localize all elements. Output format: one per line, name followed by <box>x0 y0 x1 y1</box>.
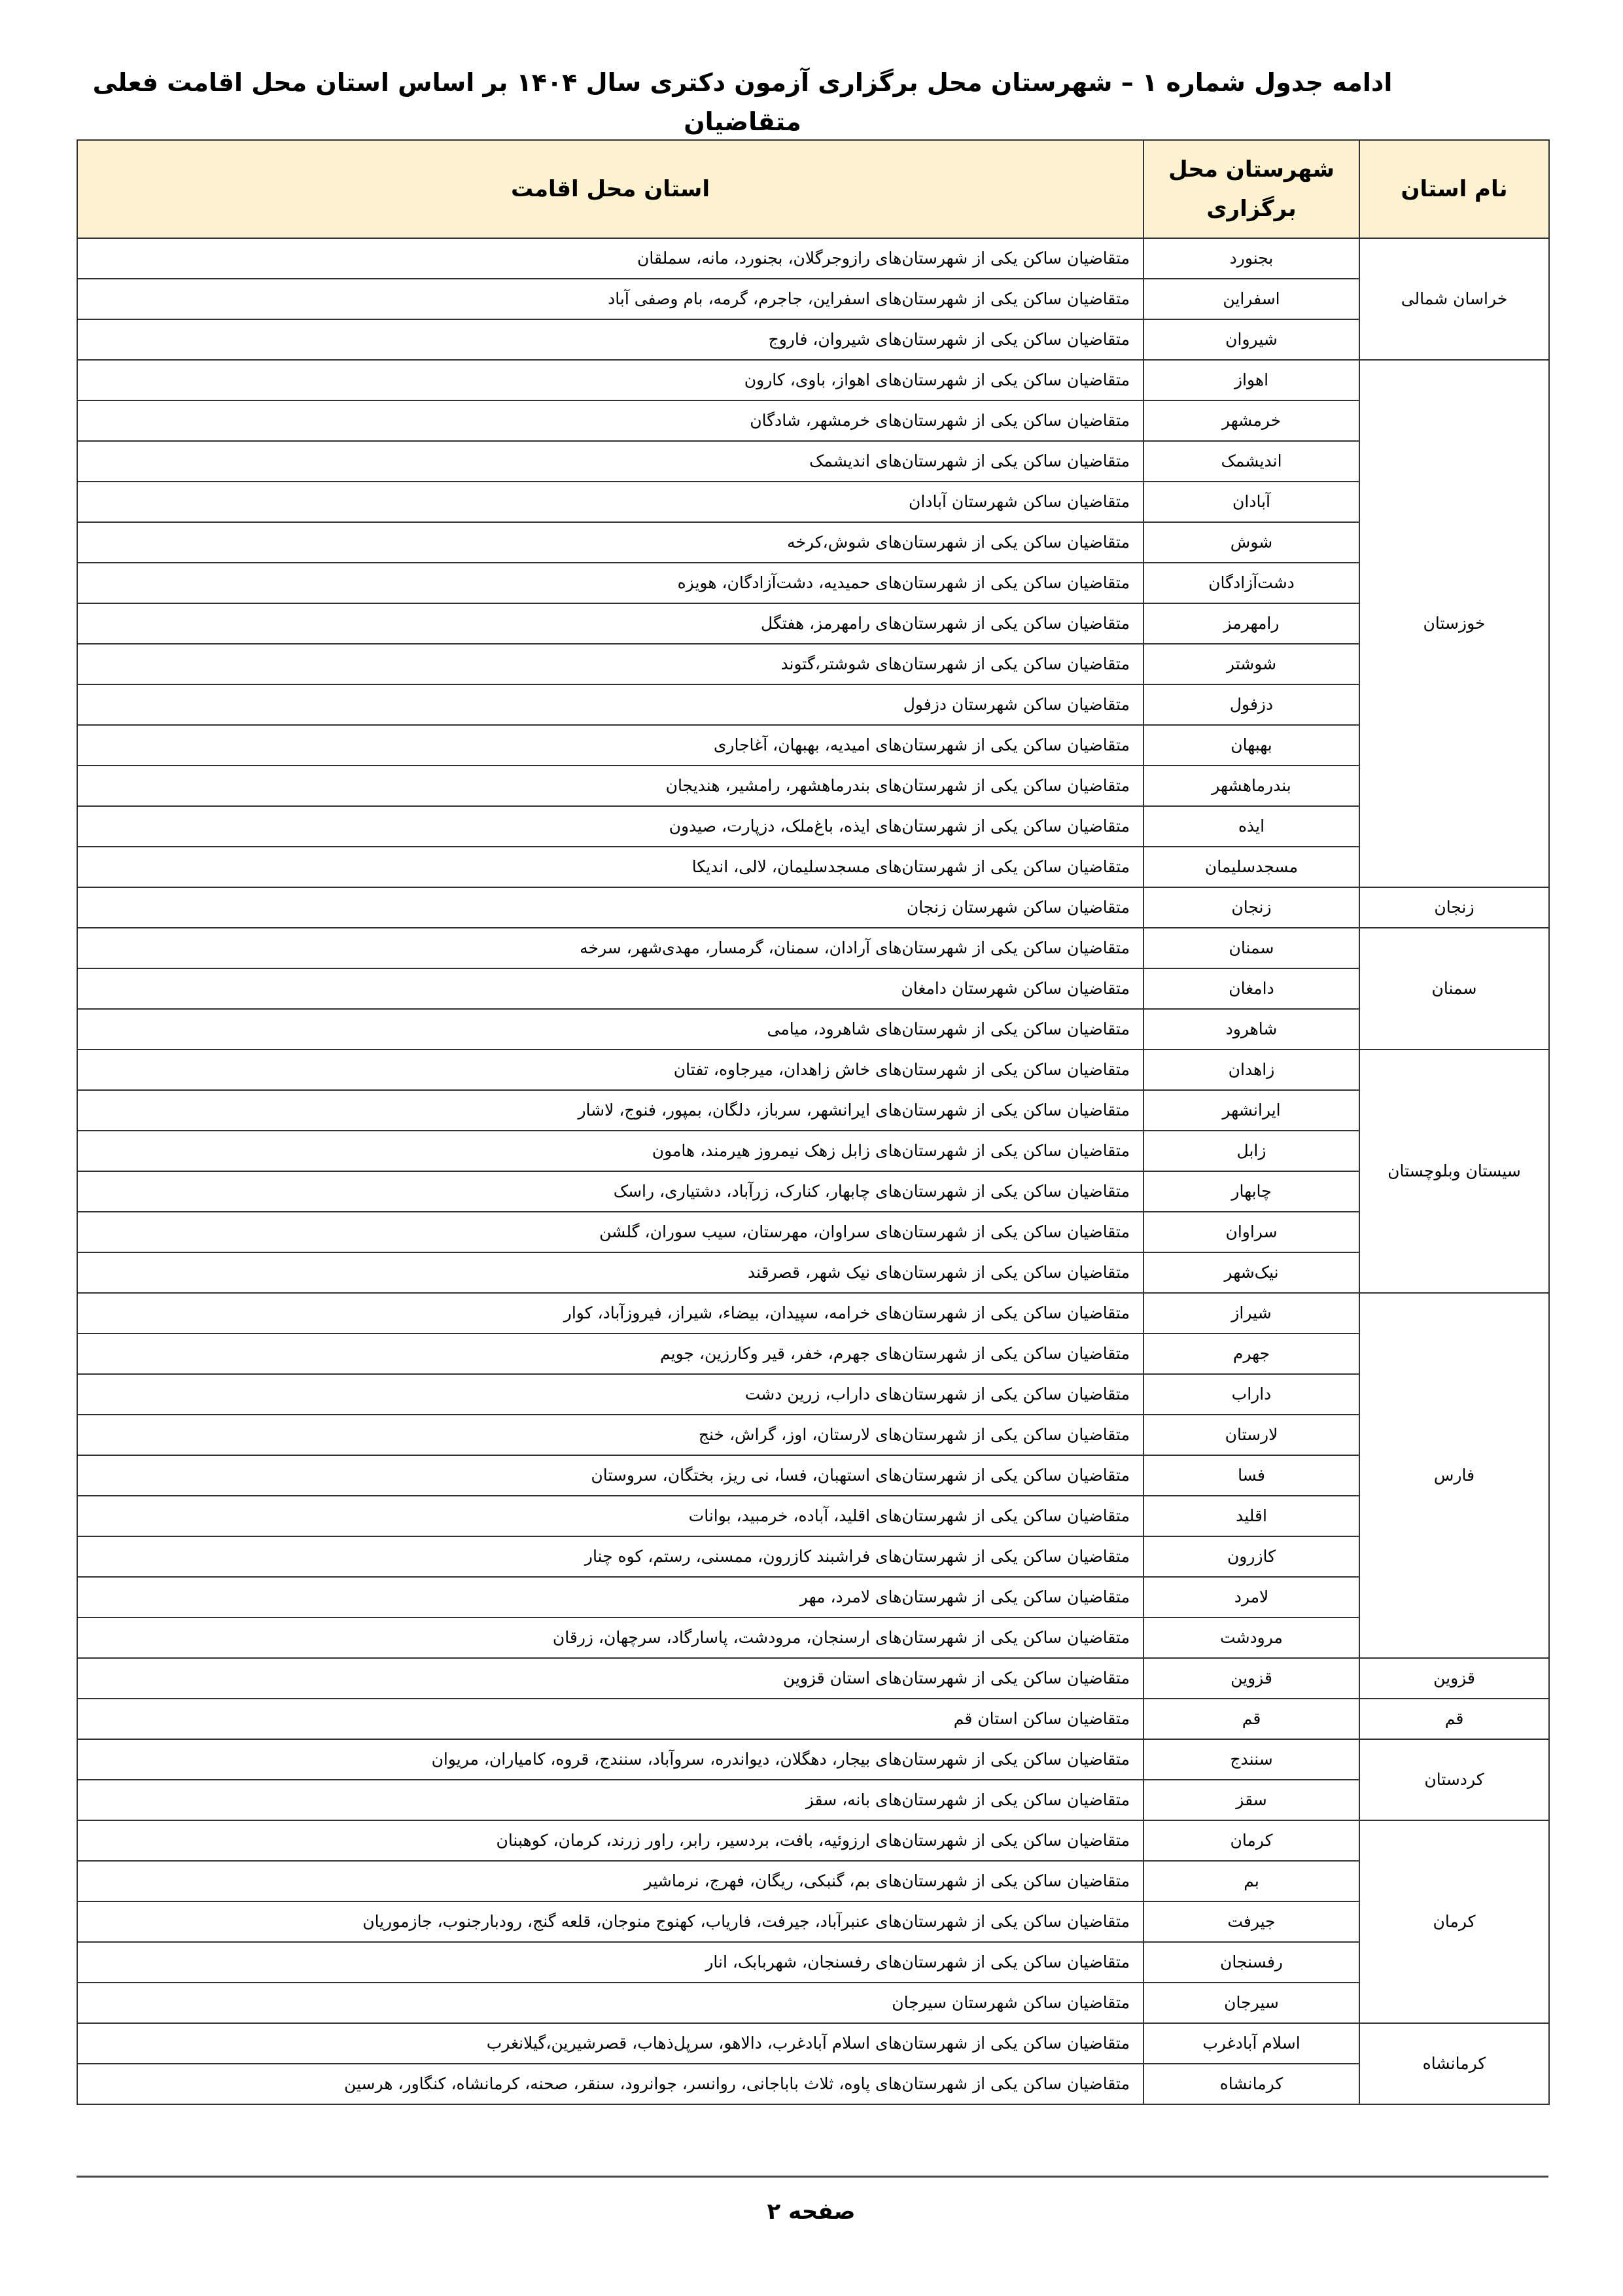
residence-cell: متقاضیان ساکن یکی از شهرستان‌های حمیدیه، دشت‌آزادگان، هویزه <box>77 563 1143 603</box>
residence-cell: متقاضیان ساکن یکی از شهرستان‌های لامرد، مهر <box>77 1577 1143 1617</box>
residence-cell: متقاضیان ساکن یکی از شهرستان‌های چابهار، کنارک، زرآباد، دشتیاری، راسک <box>77 1171 1143 1212</box>
city-cell: سقز <box>1143 1780 1359 1820</box>
city-cell: دامغان <box>1143 968 1359 1009</box>
residence-cell: متقاضیان ساکن یکی از شهرستان‌های ایذه، باغ‌ملک، دزپارت، صیدون <box>77 806 1143 847</box>
province-cell: فارس <box>1359 1293 1549 1658</box>
city-cell: جیرفت <box>1143 1901 1359 1942</box>
residence-cell: متقاضیان ساکن شهرستان دزفول <box>77 684 1143 725</box>
residence-cell: متقاضیان ساکن یکی از شهرستان‌های لارستان، اوز، گراش، خنج <box>77 1415 1143 1455</box>
table-row <box>77 1739 1549 1780</box>
city-cell: قم <box>1143 1699 1359 1739</box>
table-row <box>77 1333 1549 1374</box>
header-city: شهرستان محل برگزاری <box>1143 140 1359 238</box>
city-cell: مسجدسلیمان <box>1143 847 1359 887</box>
province-cell: کرمانشاه <box>1359 2023 1549 2104</box>
residence-cell: متقاضیان ساکن یکی از شهرستان‌های بم، گنبکی، ریگان، فهرج، نرماشیر <box>77 1861 1143 1901</box>
table-header-row <box>77 140 1549 238</box>
residence-cell: متقاضیان ساکن یکی از شهرستان‌های شیروان، فاروج <box>77 319 1143 360</box>
residence-cell: متقاضیان ساکن یکی از شهرستان‌های ارزوئیه، بافت، بردسیر، رابر، راور زرند، کرمان، کوهبنان <box>77 1820 1143 1861</box>
residence-cell: متقاضیان ساکن استان قم <box>77 1699 1143 1739</box>
residence-cell: متقاضیان ساکن یکی از شهرستان‌های رامهرمز، هفتگل <box>77 603 1143 644</box>
table-row <box>77 1009 1549 1050</box>
residence-cell: متقاضیان ساکن یکی از شهرستان‌های رازوجرگلان، بجنورد، مانه، سملقان <box>77 238 1143 279</box>
table-row <box>77 766 1549 806</box>
residence-cell: متقاضیان ساکن یکی از شهرستان‌های رفسنجان، شهربابک، انار <box>77 1942 1143 1983</box>
city-cell: بجنورد <box>1143 238 1359 279</box>
city-cell: خرمشهر <box>1143 400 1359 441</box>
residence-cell: متقاضیان ساکن یکی از شهرستان‌های خاش زاهدان، میرجاوه، تفتان <box>77 1050 1143 1090</box>
table-row <box>77 1780 1549 1820</box>
residence-cell: متقاضیان ساکن یکی از شهرستان‌های ارسنجان، مرودشت، پاسارگاد، سرچهان، زرقان <box>77 1617 1143 1658</box>
residence-cell: متقاضیان ساکن یکی از شهرستان‌های اسلام آبادغرب، دالاهو، سرپل‌ذهاب، قصرشیرین،گیلانغرب <box>77 2023 1143 2064</box>
city-cell: اقلید <box>1143 1496 1359 1536</box>
residence-cell: متقاضیان ساکن یکی از شهرستان‌های جهرم، خفر، قیر وکارزین، جویم <box>77 1333 1143 1374</box>
header-residence: استان محل اقامت <box>77 140 1143 238</box>
page-title: ادامه جدول شماره ۱ – شهرستان محل برگزاری آزمون دکتری سال ۱۴۰۴ بر اساس استان محل اقامت فعلی متقاضیان <box>92 68 1393 136</box>
residence-cell: متقاضیان ساکن یکی از شهرستان‌های اندیشمک <box>77 441 1143 482</box>
footer-divider <box>77 2176 1548 2178</box>
table-row <box>77 482 1549 522</box>
table-row <box>77 1983 1549 2023</box>
city-cell: کرمان <box>1143 1820 1359 1861</box>
residence-cell: متقاضیان ساکن یکی از شهرستان‌های خرامه، سپیدان، بیضاء، شیراز، فیروزآباد، کوار <box>77 1293 1143 1333</box>
city-cell: شاهرود <box>1143 1009 1359 1050</box>
table-row <box>77 603 1549 644</box>
province-cell: خراسان شمالی <box>1359 238 1549 360</box>
table-row <box>77 968 1549 1009</box>
residence-cell: متقاضیان ساکن یکی از شهرستان‌های خرمشهر، شادگان <box>77 400 1143 441</box>
residence-cell: متقاضیان ساکن یکی از شهرستان‌های شوشتر،گتوند <box>77 644 1143 684</box>
city-cell: اسلام آبادغرب <box>1143 2023 1359 2064</box>
residence-cell: متقاضیان ساکن یکی از شهرستان‌های اقلید، آباده، خرمبید، بوانات <box>77 1496 1143 1536</box>
city-cell: کرمانشاه <box>1143 2064 1359 2104</box>
city-cell: رفسنجان <box>1143 1942 1359 1983</box>
city-cell: سیرجان <box>1143 1983 1359 2023</box>
city-cell: سمنان <box>1143 928 1359 968</box>
residence-cell: متقاضیان ساکن یکی از شهرستان‌های بیجار، دهگلان، دیواندره، سروآباد، سنندج، قروه، کامیاران، مریوان <box>77 1739 1143 1780</box>
city-cell: سراوان <box>1143 1212 1359 1252</box>
table-row <box>77 1212 1549 1252</box>
city-cell: لارستان <box>1143 1415 1359 1455</box>
residence-cell: متقاضیان ساکن یکی از شهرستان‌های استان قزوین <box>77 1658 1143 1699</box>
city-cell: دزفول <box>1143 684 1359 725</box>
city-cell: جهرم <box>1143 1333 1359 1374</box>
table-row <box>77 1658 1549 1699</box>
city-cell: بم <box>1143 1861 1359 1901</box>
city-cell: شیراز <box>1143 1293 1359 1333</box>
city-cell: قزوین <box>1143 1658 1359 1699</box>
residence-cell: متقاضیان ساکن یکی از شهرستان‌های مسجدسلیمان، لالی، اندیکا <box>77 847 1143 887</box>
page-number: صفحه ۲ <box>767 2199 856 2225</box>
city-cell: بهبهان <box>1143 725 1359 766</box>
table-row <box>77 1050 1549 1090</box>
city-cell: آبادان <box>1143 482 1359 522</box>
table-row <box>77 1496 1549 1536</box>
table-row <box>77 1699 1549 1739</box>
province-cell: سیستان وبلوچستان <box>1359 1050 1549 1293</box>
table-row <box>77 928 1549 968</box>
residence-cell: متقاضیان ساکن یکی از شهرستان‌های شاهرود، میامی <box>77 1009 1143 1050</box>
city-cell: سنندج <box>1143 1739 1359 1780</box>
city-cell: مرودشت <box>1143 1617 1359 1658</box>
city-cell: کازرون <box>1143 1536 1359 1577</box>
residence-cell: متقاضیان ساکن شهرستان آبادان <box>77 482 1143 522</box>
residence-cell: متقاضیان ساکن یکی از شهرستان‌های ایرانشهر، سرباز، دلگان، بمپور، فنوج، لاشار <box>77 1090 1143 1131</box>
province-cell: زنجان <box>1359 887 1549 928</box>
table-row <box>77 725 1549 766</box>
table-row <box>77 319 1549 360</box>
city-cell: شوشتر <box>1143 644 1359 684</box>
city-cell: لامرد <box>1143 1577 1359 1617</box>
city-cell: رامهرمز <box>1143 603 1359 644</box>
city-cell: زابل <box>1143 1131 1359 1171</box>
city-cell: چابهار <box>1143 1171 1359 1212</box>
city-cell: فسا <box>1143 1455 1359 1496</box>
table-row <box>77 1820 1549 1861</box>
table-row <box>77 1901 1549 1942</box>
table-row <box>77 1131 1549 1171</box>
table-row <box>77 644 1549 684</box>
table-row <box>77 563 1549 603</box>
table-row <box>77 1861 1549 1901</box>
residence-cell: متقاضیان ساکن شهرستان سیرجان <box>77 1983 1143 2023</box>
table-row <box>77 847 1549 887</box>
residence-cell: متقاضیان ساکن شهرستان دامغان <box>77 968 1143 1009</box>
table-row <box>77 2064 1549 2104</box>
residence-cell: متقاضیان ساکن یکی از شهرستان‌های زابل زهک نیمروز هیرمند، هامون <box>77 1131 1143 1171</box>
residence-cell: متقاضیان ساکن یکی از شهرستان‌های بانه، سقز <box>77 1780 1143 1820</box>
table-row <box>77 1293 1549 1333</box>
residence-cell: متقاضیان ساکن یکی از شهرستان‌های عنبرآباد، جیرفت، فاریاب، کهنوج منوجان، قلعه گنج، رودبارجنوب، جازموریان <box>77 1901 1143 1942</box>
table-row <box>77 1455 1549 1496</box>
table-row <box>77 684 1549 725</box>
city-cell: بندرماهشهر <box>1143 766 1359 806</box>
table-row <box>77 522 1549 563</box>
table-row <box>77 2023 1549 2064</box>
residence-cell: متقاضیان ساکن یکی از شهرستان‌های فراشبند کازرون، ممسنی، رستم، کوه چنار <box>77 1536 1143 1577</box>
table-row <box>77 887 1549 928</box>
residence-table <box>77 139 1550 2105</box>
residence-cell: متقاضیان ساکن یکی از شهرستان‌های بندرماهشهر، رامشیر، هندیجان <box>77 766 1143 806</box>
city-cell: شیروان <box>1143 319 1359 360</box>
city-cell: ایذه <box>1143 806 1359 847</box>
table-row <box>77 400 1549 441</box>
residence-cell: متقاضیان ساکن یکی از شهرستان‌های داراب، زرین دشت <box>77 1374 1143 1415</box>
province-cell: خوزستان <box>1359 360 1549 887</box>
city-cell: زنجان <box>1143 887 1359 928</box>
city-cell: دشت‌آزادگان <box>1143 563 1359 603</box>
table-row <box>77 806 1549 847</box>
city-cell: شوش <box>1143 522 1359 563</box>
table-row <box>77 1090 1549 1131</box>
table-row <box>77 1374 1549 1415</box>
residence-cell: متقاضیان ساکن یکی از شهرستان‌های اهواز، باوی، کارون <box>77 360 1143 400</box>
table-row <box>77 238 1549 279</box>
city-cell: اهواز <box>1143 360 1359 400</box>
province-cell: قم <box>1359 1699 1549 1739</box>
province-cell: کرمان <box>1359 1820 1549 2023</box>
table-row <box>77 279 1549 319</box>
residence-cell: متقاضیان ساکن یکی از شهرستان‌های اسفراین، جاجرم، گرمه، بام وصفی آباد <box>77 279 1143 319</box>
city-cell: نیک‌شهر <box>1143 1252 1359 1293</box>
residence-cell: متقاضیان ساکن شهرستان زنجان <box>77 887 1143 928</box>
table-row <box>77 1577 1549 1617</box>
residence-cell: متقاضیان ساکن یکی از شهرستان‌های آرادان، سمنان، گرمسار، مهدی‌شهر، سرخه <box>77 928 1143 968</box>
province-cell: قزوین <box>1359 1658 1549 1699</box>
table-row <box>77 1171 1549 1212</box>
table-body <box>77 238 1549 2104</box>
city-cell: ایرانشهر <box>1143 1090 1359 1131</box>
table-row <box>77 441 1549 482</box>
table-row <box>77 1415 1549 1455</box>
header-province: نام استان <box>1359 140 1549 238</box>
province-cell: سمنان <box>1359 928 1549 1050</box>
residence-cell: متقاضیان ساکن یکی از شهرستان‌های نیک شهر، قصرقند <box>77 1252 1143 1293</box>
residence-cell: متقاضیان ساکن یکی از شهرستان‌های سراوان، مهرستان، سیب سوران، گلشن <box>77 1212 1143 1252</box>
table-row <box>77 1536 1549 1577</box>
province-cell: کردستان <box>1359 1739 1549 1820</box>
city-cell: اندیشمک <box>1143 441 1359 482</box>
table-row <box>77 360 1549 400</box>
residence-cell: متقاضیان ساکن یکی از شهرستان‌های استهبان، فسا، نی ریز، بختگان، سروستان <box>77 1455 1143 1496</box>
table-row <box>77 1617 1549 1658</box>
residence-cell: متقاضیان ساکن یکی از شهرستان‌های امیدیه، بهبهان، آغاجاری <box>77 725 1143 766</box>
residence-cell: متقاضیان ساکن یکی از شهرستان‌های پاوه، ثلاث باباجانی، روانسر، جوانرود، سنقر، صحنه، کرمانشاه، کنگاور، هرسین <box>77 2064 1143 2104</box>
residence-cell: متقاضیان ساکن یکی از شهرستان‌های شوش،کرخه <box>77 522 1143 563</box>
city-cell: داراب <box>1143 1374 1359 1415</box>
table-row <box>77 1252 1549 1293</box>
city-cell: زاهدان <box>1143 1050 1359 1090</box>
table-row <box>77 1942 1549 1983</box>
city-cell: اسفراین <box>1143 279 1359 319</box>
